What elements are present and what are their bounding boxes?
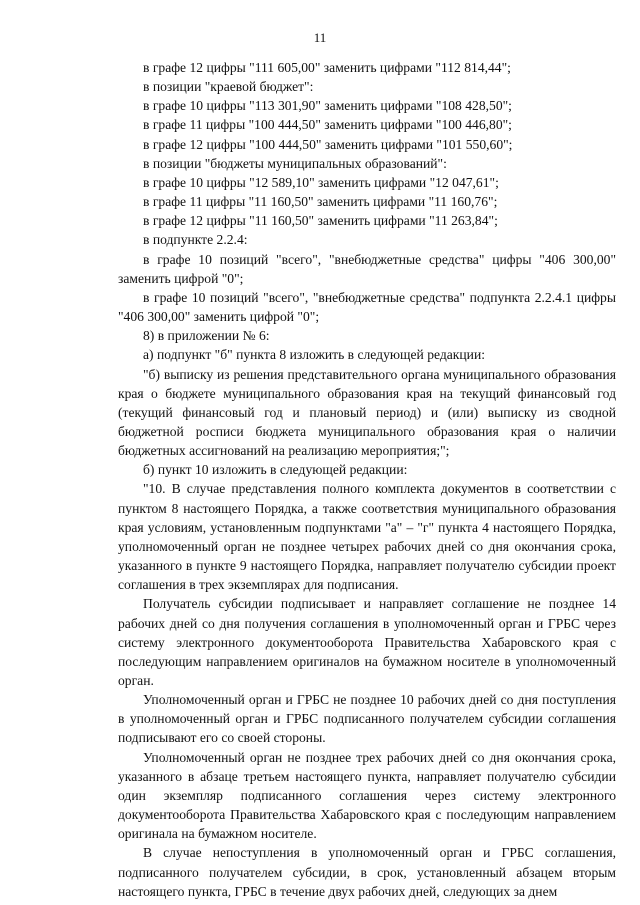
document-body: [118, 58, 616, 901]
paragraph-14: а) подпункт "б" пункта 8 изложить в следующей редакции:: [143, 347, 486, 363]
paragraph-10: в подпункте 2.2.4:: [143, 232, 248, 248]
paragraph-20: Уполномоченный орган не позднее трех рабочих дней со дня окончания срока, указанного в абзаце третьем настоящего пункта, направляет получателю субсидии один экземпляр подписанного соглашения через систему электронного документооборота Правительства Хабаровского края с последующим направлением оригинала на бумажном носителе.: [118, 749, 616, 842]
paragraph-6: в позиции "бюджеты муниципальных образований":: [143, 155, 447, 171]
paragraph-4: в графе 11 цифры "100 444,50" заменить цифрами "100 446,80";: [143, 117, 512, 133]
paragraph-5: в графе 12 цифры "100 444,50" заменить цифрами "101 550,60";: [143, 136, 513, 152]
paragraph-12: в графе 10 позиций "всего", "внебюджетные средства" подпункта 2.2.4.1 цифры "406 300,00" заменить цифрой "0";: [118, 289, 616, 325]
paragraph-1: в графе 12 цифры "111 605,00" заменить цифрами "112 814,44";: [143, 60, 511, 75]
paragraph-11: в графе 10 позиций "всего", "внебюджетные средства" цифры "406 300,00" заменить цифрой "0";: [118, 251, 616, 286]
paragraph-9: в графе 12 цифры "11 160,50" заменить цифрами "11 263,84";: [143, 213, 498, 229]
page-number: 11: [313, 30, 327, 45]
paragraph-8: в графе 11 цифры "11 160,50" заменить цифрами "11 160,76";: [143, 194, 498, 210]
paragraph-17: "10. В случае представления полного комплекта документов в соответствии с пунктом 8 настоящего Порядка, а также соответствия муниципального образования края условиям, установленным подпунктами "а" – "г" пункта 4 настоящего Порядка, уполномоченный орган не позднее четырех рабочих дней со дня окончания срока, указанного в пункте 9 настоящего Порядка, направляет получателю субсидии проект соглашения в трех экземплярах для подписания.: [118, 481, 616, 593]
paragraph-18: Получатель субсидии подписывает и направляет соглашение не позднее 14 рабочих дней со дня получения соглашения в уполномоченный орган и ГРБС через систему электронного документооборота Правительства Хабаровского края с последующим направлением оригиналов на бумажном носителе в уполномоченный орган.: [118, 596, 616, 688]
paragraph-3: в графе 10 цифры "113 301,90" заменить цифрами "108 428,50";: [143, 98, 512, 114]
paragraph-15: "б) выписку из решения представительного органа муниципального образования края о бюджете муниципального образования края на текущий финансовый год (текущий финансовый год и плановый период) и (или) выписку из сводной бюджетной росписи бюджета муниципального образования края о наличии бюджетных ассигнований на реализацию мероприятия;";: [118, 366, 616, 459]
paragraph-21: В случае непоступления в уполномоченный орган и ГРБС соглашения, подписанного получателем субсидии, в срок, установленный абзацем вторым настоящего пункта, ГРБС в течение двух рабочих дней, следующих за днем: [118, 845, 616, 899]
paragraph-7: в графе 10 цифры "12 589,10" заменить цифрами "12 047,61";: [143, 174, 499, 190]
paragraph-13: 8) в приложении № 6:: [143, 328, 270, 344]
paragraph-16: б) пункт 10 изложить в следующей редакции:: [143, 462, 408, 478]
paragraph-19: Уполномоченный орган и ГРБС не позднее 10 рабочих дней со дня поступления в уполномоченный орган и ГРБС подписанного получателем субсидии соглашения подписывают его со своей стороны.: [118, 692, 616, 746]
paragraph-2: в позиции "краевой бюджет":: [143, 79, 314, 95]
